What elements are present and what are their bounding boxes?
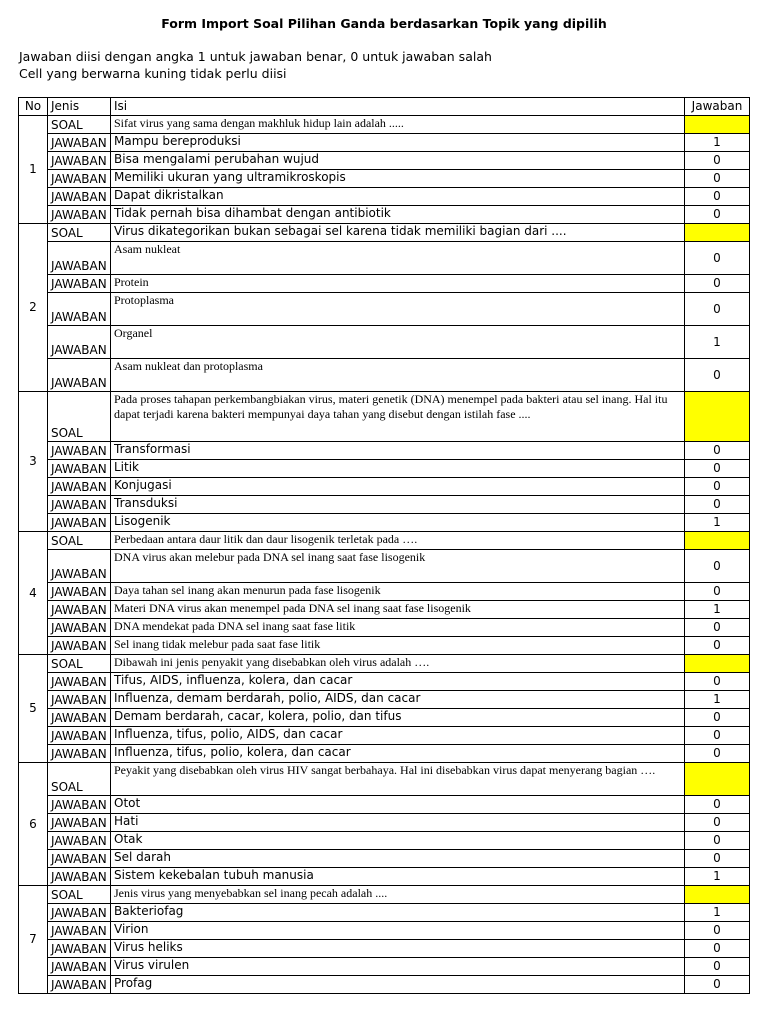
- jawaban-cell[interactable]: 0: [685, 242, 750, 275]
- answer-text[interactable]: Transduksi: [111, 496, 685, 514]
- answer-text[interactable]: Dapat dikristalkan: [111, 188, 685, 206]
- type-jawaban: JAWABAN: [48, 745, 111, 763]
- jawaban-cell[interactable]: 1: [685, 691, 750, 709]
- answer-text[interactable]: Profag: [111, 976, 685, 994]
- type-jawaban: JAWABAN: [48, 868, 111, 886]
- answer-text[interactable]: Mampu bereproduksi: [111, 134, 685, 152]
- jawaban-cell[interactable]: 1: [685, 514, 750, 532]
- table-row: [19, 868, 750, 886]
- jawaban-cell[interactable]: 0: [685, 359, 750, 392]
- jawaban-cell[interactable]: 0: [685, 496, 750, 514]
- answer-text[interactable]: Protein: [111, 275, 685, 293]
- jawaban-cell[interactable]: 0: [685, 293, 750, 326]
- table-row: [19, 116, 750, 134]
- question-number: 5: [19, 655, 48, 763]
- jawaban-cell[interactable]: 0: [685, 442, 750, 460]
- type-jawaban: JAWABAN: [48, 514, 111, 532]
- answer-text[interactable]: Influenza, demam berdarah, polio, AIDS, dan cacar: [111, 691, 685, 709]
- answer-text[interactable]: Daya tahan sel inang akan menurun pada fase lisogenik: [111, 583, 685, 601]
- header-jenis: Jenis: [48, 98, 111, 116]
- answer-text[interactable]: Materi DNA virus akan menempel pada DNA sel inang saat fase lisogenik: [111, 601, 685, 619]
- header-jawaban: Jawaban: [685, 98, 750, 116]
- table-row: [19, 392, 750, 442]
- type-jawaban: JAWABAN: [48, 796, 111, 814]
- type-soal: SOAL: [48, 655, 111, 673]
- question-text[interactable]: Peyakit yang disebabkan oleh virus HIV sangat berbahaya. Hal ini disebabkan virus dapat menyerang bagian ….: [111, 763, 685, 796]
- jawaban-cell[interactable]: 0: [685, 976, 750, 994]
- answer-text[interactable]: Asam nukleat dan protoplasma: [111, 359, 685, 392]
- table-row: [19, 496, 750, 514]
- jawaban-cell[interactable]: 0: [685, 958, 750, 976]
- type-jawaban: JAWABAN: [48, 637, 111, 655]
- header-row: [19, 98, 750, 116]
- answer-text[interactable]: Konjugasi: [111, 478, 685, 496]
- type-jawaban: JAWABAN: [48, 850, 111, 868]
- form-title: Form Import Soal Pilihan Ganda berdasarkan Topik yang dipilih: [161, 16, 607, 31]
- table-row: [19, 796, 750, 814]
- jawaban-cell-highlighted: [685, 116, 750, 134]
- jawaban-cell[interactable]: 0: [685, 673, 750, 691]
- jawaban-cell[interactable]: 1: [685, 601, 750, 619]
- jawaban-cell[interactable]: 0: [685, 170, 750, 188]
- table-row: [19, 188, 750, 206]
- jawaban-cell[interactable]: 1: [685, 134, 750, 152]
- question-number: 1: [19, 116, 48, 224]
- type-soal: SOAL: [48, 763, 111, 796]
- type-jawaban: JAWABAN: [48, 326, 111, 359]
- type-jawaban: JAWABAN: [48, 188, 111, 206]
- table-row: [19, 514, 750, 532]
- jawaban-cell[interactable]: 0: [685, 460, 750, 478]
- table-row: [19, 850, 750, 868]
- table-row: [19, 134, 750, 152]
- table-row: [19, 727, 750, 745]
- type-jawaban: JAWABAN: [48, 460, 111, 478]
- answer-text[interactable]: Asam nukleat: [111, 242, 685, 275]
- table-row: [19, 293, 750, 326]
- answer-text[interactable]: Hati: [111, 814, 685, 832]
- answer-text[interactable]: Litik: [111, 460, 685, 478]
- question-number: 3: [19, 392, 48, 532]
- table-row: [19, 550, 750, 583]
- question-number: 6: [19, 763, 48, 886]
- instruction-note-2: Cell yang berwarna kuning tidak perlu diisi: [19, 66, 287, 81]
- table-row: [19, 460, 750, 478]
- table-row: [19, 922, 750, 940]
- question-text[interactable]: Jenis virus yang menyebabkan sel inang pecah adalah ....: [111, 886, 685, 904]
- type-jawaban: JAWABAN: [48, 496, 111, 514]
- type-jawaban: JAWABAN: [48, 814, 111, 832]
- jawaban-cell[interactable]: 0: [685, 796, 750, 814]
- jawaban-cell[interactable]: 0: [685, 637, 750, 655]
- jawaban-cell[interactable]: 1: [685, 326, 750, 359]
- type-jawaban: JAWABAN: [48, 550, 111, 583]
- type-jawaban: JAWABAN: [48, 152, 111, 170]
- answer-text[interactable]: DNA virus akan melebur pada DNA sel inang saat fase lisogenik: [111, 550, 685, 583]
- table-row: [19, 359, 750, 392]
- type-jawaban: JAWABAN: [48, 958, 111, 976]
- answer-text[interactable]: Virion: [111, 922, 685, 940]
- table-row: [19, 637, 750, 655]
- answer-text[interactable]: Bisa mengalami perubahan wujud: [111, 152, 685, 170]
- answer-text[interactable]: Virus heliks: [111, 940, 685, 958]
- type-jawaban: JAWABAN: [48, 976, 111, 994]
- table-row: [19, 976, 750, 994]
- table-row: [19, 170, 750, 188]
- question-text[interactable]: Pada proses tahapan perkembangbiakan virus, materi genetik (DNA) menempel pada bakteri atau sel inang. Hal itu dapat terjadi karena bakteri mempunyai daya tahan yang disebut dengan istilah fase ....: [111, 392, 685, 442]
- type-jawaban: JAWABAN: [48, 832, 111, 850]
- answer-text[interactable]: Transformasi: [111, 442, 685, 460]
- table-row: [19, 242, 750, 275]
- table-row: [19, 275, 750, 293]
- table-row: [19, 940, 750, 958]
- jawaban-cell-highlighted: [685, 886, 750, 904]
- table-row: [19, 326, 750, 359]
- type-jawaban: JAWABAN: [48, 709, 111, 727]
- type-soal: SOAL: [48, 224, 111, 242]
- table-row: [19, 601, 750, 619]
- type-soal: SOAL: [48, 392, 111, 442]
- answer-text[interactable]: Influenza, tifus, polio, AIDS, dan cacar: [111, 727, 685, 745]
- jawaban-cell[interactable]: 0: [685, 275, 750, 293]
- table-row: [19, 832, 750, 850]
- table-row: [19, 152, 750, 170]
- answer-text[interactable]: Influenza, tifus, polio, kolera, dan cacar: [111, 745, 685, 763]
- question-number: 4: [19, 532, 48, 655]
- answer-text[interactable]: Sistem kekebalan tubuh manusia: [111, 868, 685, 886]
- jawaban-cell[interactable]: 0: [685, 814, 750, 832]
- jawaban-cell[interactable]: 0: [685, 478, 750, 496]
- type-jawaban: JAWABAN: [48, 583, 111, 601]
- table-row: [19, 763, 750, 796]
- instruction-note-1: Jawaban diisi dengan angka 1 untuk jawaban benar, 0 untuk jawaban salah: [19, 49, 492, 64]
- jawaban-cell[interactable]: 0: [685, 152, 750, 170]
- jawaban-cell[interactable]: 0: [685, 583, 750, 601]
- table-row: [19, 442, 750, 460]
- jawaban-cell[interactable]: 1: [685, 868, 750, 886]
- type-soal: SOAL: [48, 532, 111, 550]
- jawaban-cell-highlighted: [685, 392, 750, 442]
- answer-text[interactable]: Sel darah: [111, 850, 685, 868]
- type-soal: SOAL: [48, 886, 111, 904]
- answer-text[interactable]: Otak: [111, 832, 685, 850]
- type-jawaban: JAWABAN: [48, 691, 111, 709]
- answer-text[interactable]: Protoplasma: [111, 293, 685, 326]
- table-row: [19, 814, 750, 832]
- jawaban-cell[interactable]: 0: [685, 619, 750, 637]
- jawaban-cell[interactable]: 1: [685, 904, 750, 922]
- jawaban-cell[interactable]: 0: [685, 745, 750, 763]
- type-jawaban: JAWABAN: [48, 478, 111, 496]
- answer-text[interactable]: Demam berdarah, cacar, kolera, polio, dan tifus: [111, 709, 685, 727]
- table-row: [19, 619, 750, 637]
- table-row: [19, 691, 750, 709]
- question-number: 2: [19, 224, 48, 392]
- type-jawaban: JAWABAN: [48, 359, 111, 392]
- type-jawaban: JAWABAN: [48, 242, 111, 275]
- table-row: [19, 532, 750, 550]
- jawaban-cell-highlighted: [685, 763, 750, 796]
- header-no: No: [19, 98, 48, 116]
- jawaban-cell-highlighted: [685, 224, 750, 242]
- table-row: [19, 206, 750, 224]
- type-jawaban: JAWABAN: [48, 940, 111, 958]
- table-row: [19, 655, 750, 673]
- jawaban-cell-highlighted: [685, 532, 750, 550]
- type-soal: SOAL: [48, 116, 111, 134]
- jawaban-cell[interactable]: 0: [685, 206, 750, 224]
- type-jawaban: JAWABAN: [48, 206, 111, 224]
- answer-text[interactable]: Tidak pernah bisa dihambat dengan antibiotik: [111, 206, 685, 224]
- jawaban-cell[interactable]: 0: [685, 550, 750, 583]
- table-row: [19, 904, 750, 922]
- jawaban-cell[interactable]: 0: [685, 188, 750, 206]
- jawaban-cell[interactable]: 0: [685, 922, 750, 940]
- answer-text[interactable]: DNA mendekat pada DNA sel inang saat fase litik: [111, 619, 685, 637]
- header-isi: Isi: [111, 98, 685, 116]
- jawaban-cell[interactable]: 0: [685, 727, 750, 745]
- type-jawaban: JAWABAN: [48, 442, 111, 460]
- table-row: [19, 709, 750, 727]
- answer-text[interactable]: Memiliki ukuran yang ultramikroskopis: [111, 170, 685, 188]
- jawaban-cell-highlighted: [685, 655, 750, 673]
- jawaban-cell[interactable]: 0: [685, 940, 750, 958]
- table-row: [19, 673, 750, 691]
- answer-text[interactable]: Tifus, AIDS, influenza, kolera, dan cacar: [111, 673, 685, 691]
- question-table: [18, 97, 750, 994]
- answer-text[interactable]: Virus virulen: [111, 958, 685, 976]
- answer-text[interactable]: Sel inang tidak melebur pada saat fase litik: [111, 637, 685, 655]
- type-jawaban: JAWABAN: [48, 275, 111, 293]
- type-jawaban: JAWABAN: [48, 619, 111, 637]
- question-text[interactable]: Dibawah ini jenis penyakit yang disebabkan oleh virus adalah ….: [111, 655, 685, 673]
- question-text[interactable]: Sifat virus yang sama dengan makhluk hidup lain adalah .....: [111, 116, 685, 134]
- type-jawaban: JAWABAN: [48, 727, 111, 745]
- answer-text[interactable]: Otot: [111, 796, 685, 814]
- answer-text[interactable]: Lisogenik: [111, 514, 685, 532]
- question-text[interactable]: Virus dikategorikan bukan sebagai sel karena tidak memiliki bagian dari ....: [111, 224, 685, 242]
- table-row: [19, 478, 750, 496]
- type-jawaban: JAWABAN: [48, 673, 111, 691]
- type-jawaban: JAWABAN: [48, 904, 111, 922]
- table-row: [19, 583, 750, 601]
- table-row: [19, 224, 750, 242]
- jawaban-cell[interactable]: 0: [685, 832, 750, 850]
- question-text[interactable]: Perbedaan antara daur litik dan daur lisogenik terletak pada ….: [111, 532, 685, 550]
- type-jawaban: JAWABAN: [48, 134, 111, 152]
- table-row: [19, 745, 750, 763]
- type-jawaban: JAWABAN: [48, 293, 111, 326]
- table-row: [19, 958, 750, 976]
- type-jawaban: JAWABAN: [48, 922, 111, 940]
- jawaban-cell[interactable]: 0: [685, 709, 750, 727]
- answer-text[interactable]: Organel: [111, 326, 685, 359]
- question-number: 7: [19, 886, 48, 994]
- type-jawaban: JAWABAN: [48, 601, 111, 619]
- table-row: [19, 886, 750, 904]
- jawaban-cell[interactable]: 0: [685, 850, 750, 868]
- answer-text[interactable]: Bakteriofag: [111, 904, 685, 922]
- type-jawaban: JAWABAN: [48, 170, 111, 188]
